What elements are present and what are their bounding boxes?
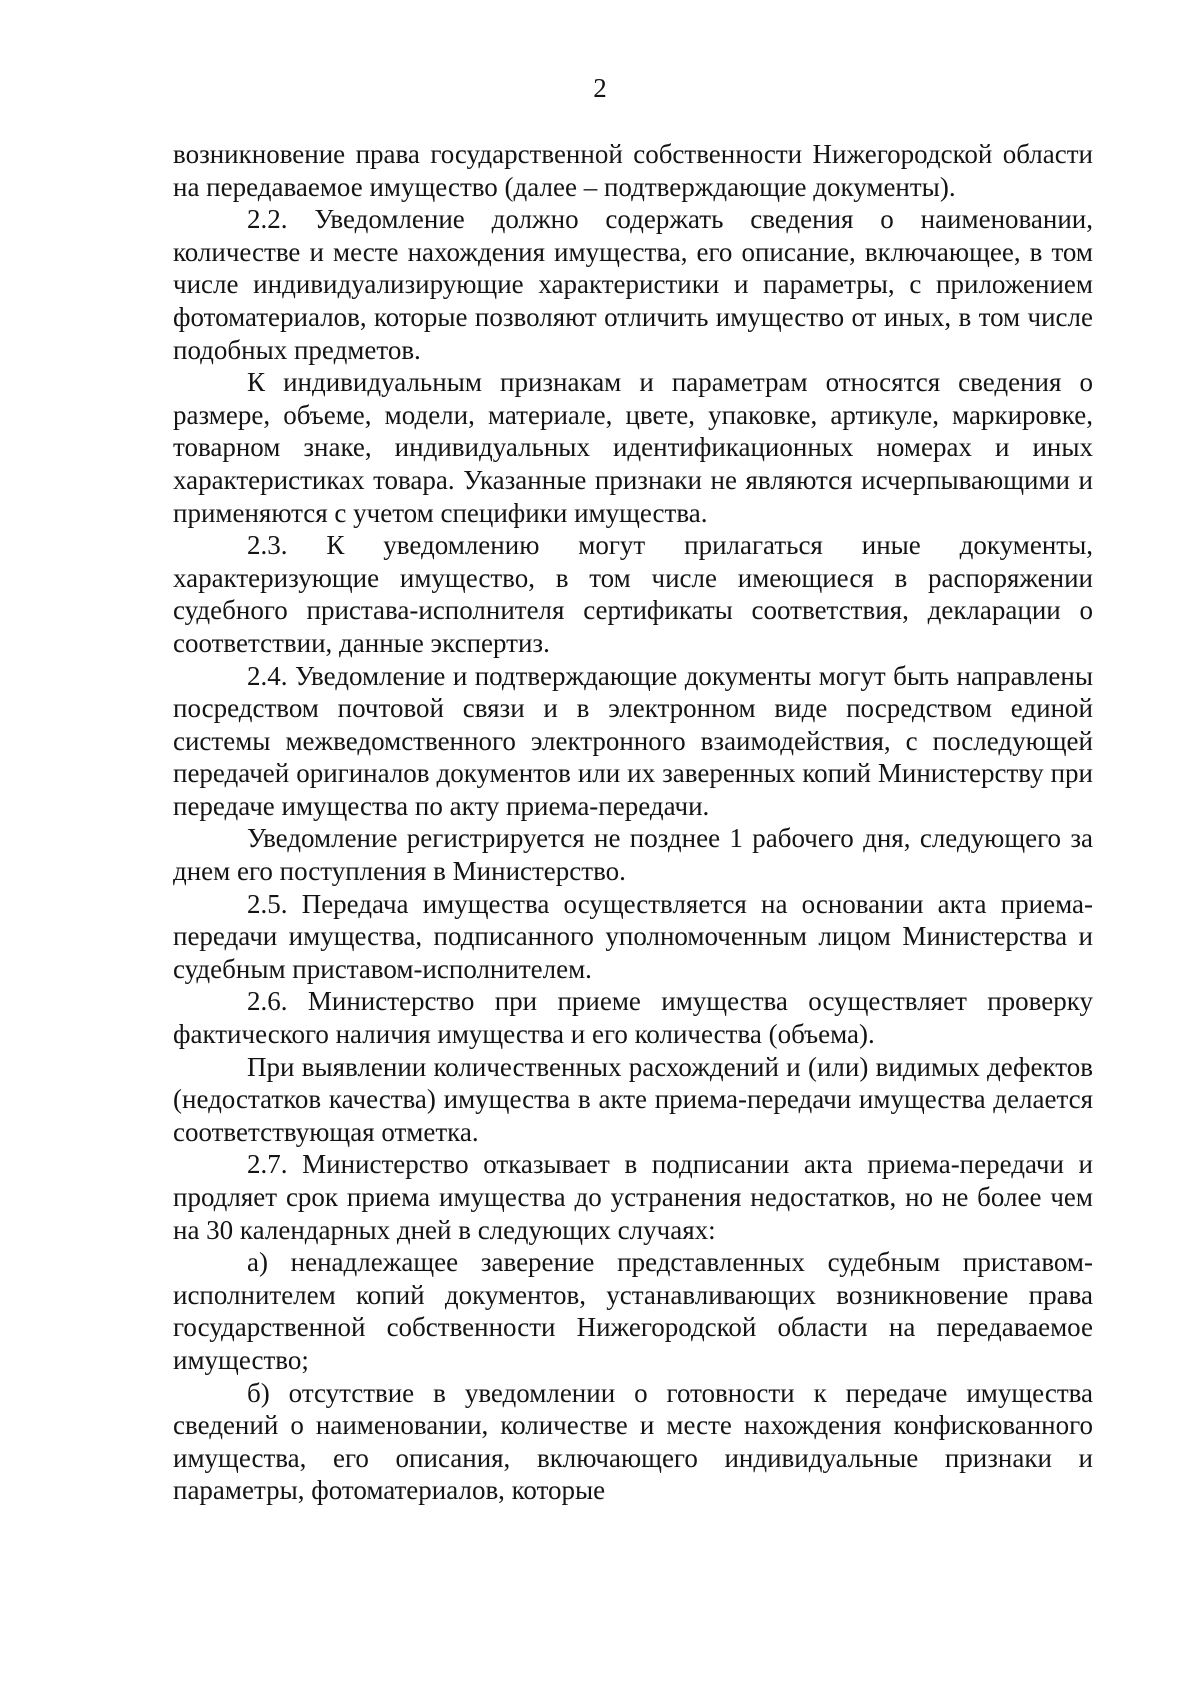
paragraph-2-6: 2.6. Министерство при приеме имущества осуществляет проверку фактического наличия имущества и его количества (объема). xyxy=(173,986,1093,1050)
paragraph-2-7: 2.7. Министерство отказывает в подписании акта приема-передачи и продляет срок приема имущества до устранения недостатков, но не более чем на 30 календарных дней в следующих случаях: xyxy=(173,1149,1093,1245)
paragraph-discrepancies: При выявлении количественных расхождений и (или) видимых дефектов (недостатков качества) имущества в акте приема-передачи имущества делается соответствующая отметка. xyxy=(173,1051,1093,1147)
document-body xyxy=(173,138,1093,1507)
paragraph-2-5: 2.5. Передача имущества осуществляется на основании акта приема-передачи имущества, подписанного уполномоченным лицом Министерства и судебным приставом-исполнителем. xyxy=(173,888,1093,984)
paragraph-item-a: а) ненадлежащее заверение представленных судебным приставом-исполнителем копий документов, устанавливающих возникновение права государственной собственности Нижегородской области на передаваемое имущество; xyxy=(173,1247,1093,1375)
paragraph-individual-features: К индивидуальным признакам и параметрам относятся сведения о размере, объеме, модели, материале, цвете, упаковке, артикуле, маркировке, товарном знаке, индивидуальных идентификационных номерах и иных характеристиках товара. Указанные признаки не являются исчерпывающими и применяются с учетом специфики имущества. xyxy=(173,367,1093,528)
paragraph-item-b: б) отсутствие в уведомлении о готовности к передаче имущества сведений о наименовании, количестве и месте нахождения конфискованного имущества, его описания, включающего индивидуальные признаки и параметры, фотоматериалов, которые xyxy=(173,1377,1093,1506)
paragraph-2-2: 2.2. Уведомление должно содержать сведения о наименовании, количестве и месте нахождения имущества, его описание, включающее, в том числе индивидуализирующие характеристики и параметры, с приложением фотоматериалов, которые позволяют отличить имущество от иных, в том числе подобных предметов. xyxy=(173,204,1093,365)
paragraph-2-4: 2.4. Уведомление и подтверждающие документы могут быть направлены посредством почтовой связи и в электронном виде посредством единой системы межведомственного электронного взаимодействия, с последующей передачей оригиналов документов или их заверенных копий Министерству при передаче имущества по акту приема-передачи. xyxy=(173,660,1093,821)
paragraph-registration: Уведомление регистрируется не позднее 1 рабочего дня, следующего за днем его поступления в Министерство. xyxy=(173,823,1093,887)
paragraph-continuation: возникновение права государственной собственности Нижегородской области на передаваемое имущество (далее – подтверждающие документы). xyxy=(173,139,1093,202)
page-number: 2 xyxy=(593,73,607,103)
paragraph-2-3: 2.3. К уведомлению могут прилагаться иные документы, характеризующие имущество, в том числе имеющиеся в распоряжении судебного пристава-исполнителя сертификаты соответствия, декларации о соответствии, данные экспертиз. xyxy=(173,530,1093,658)
